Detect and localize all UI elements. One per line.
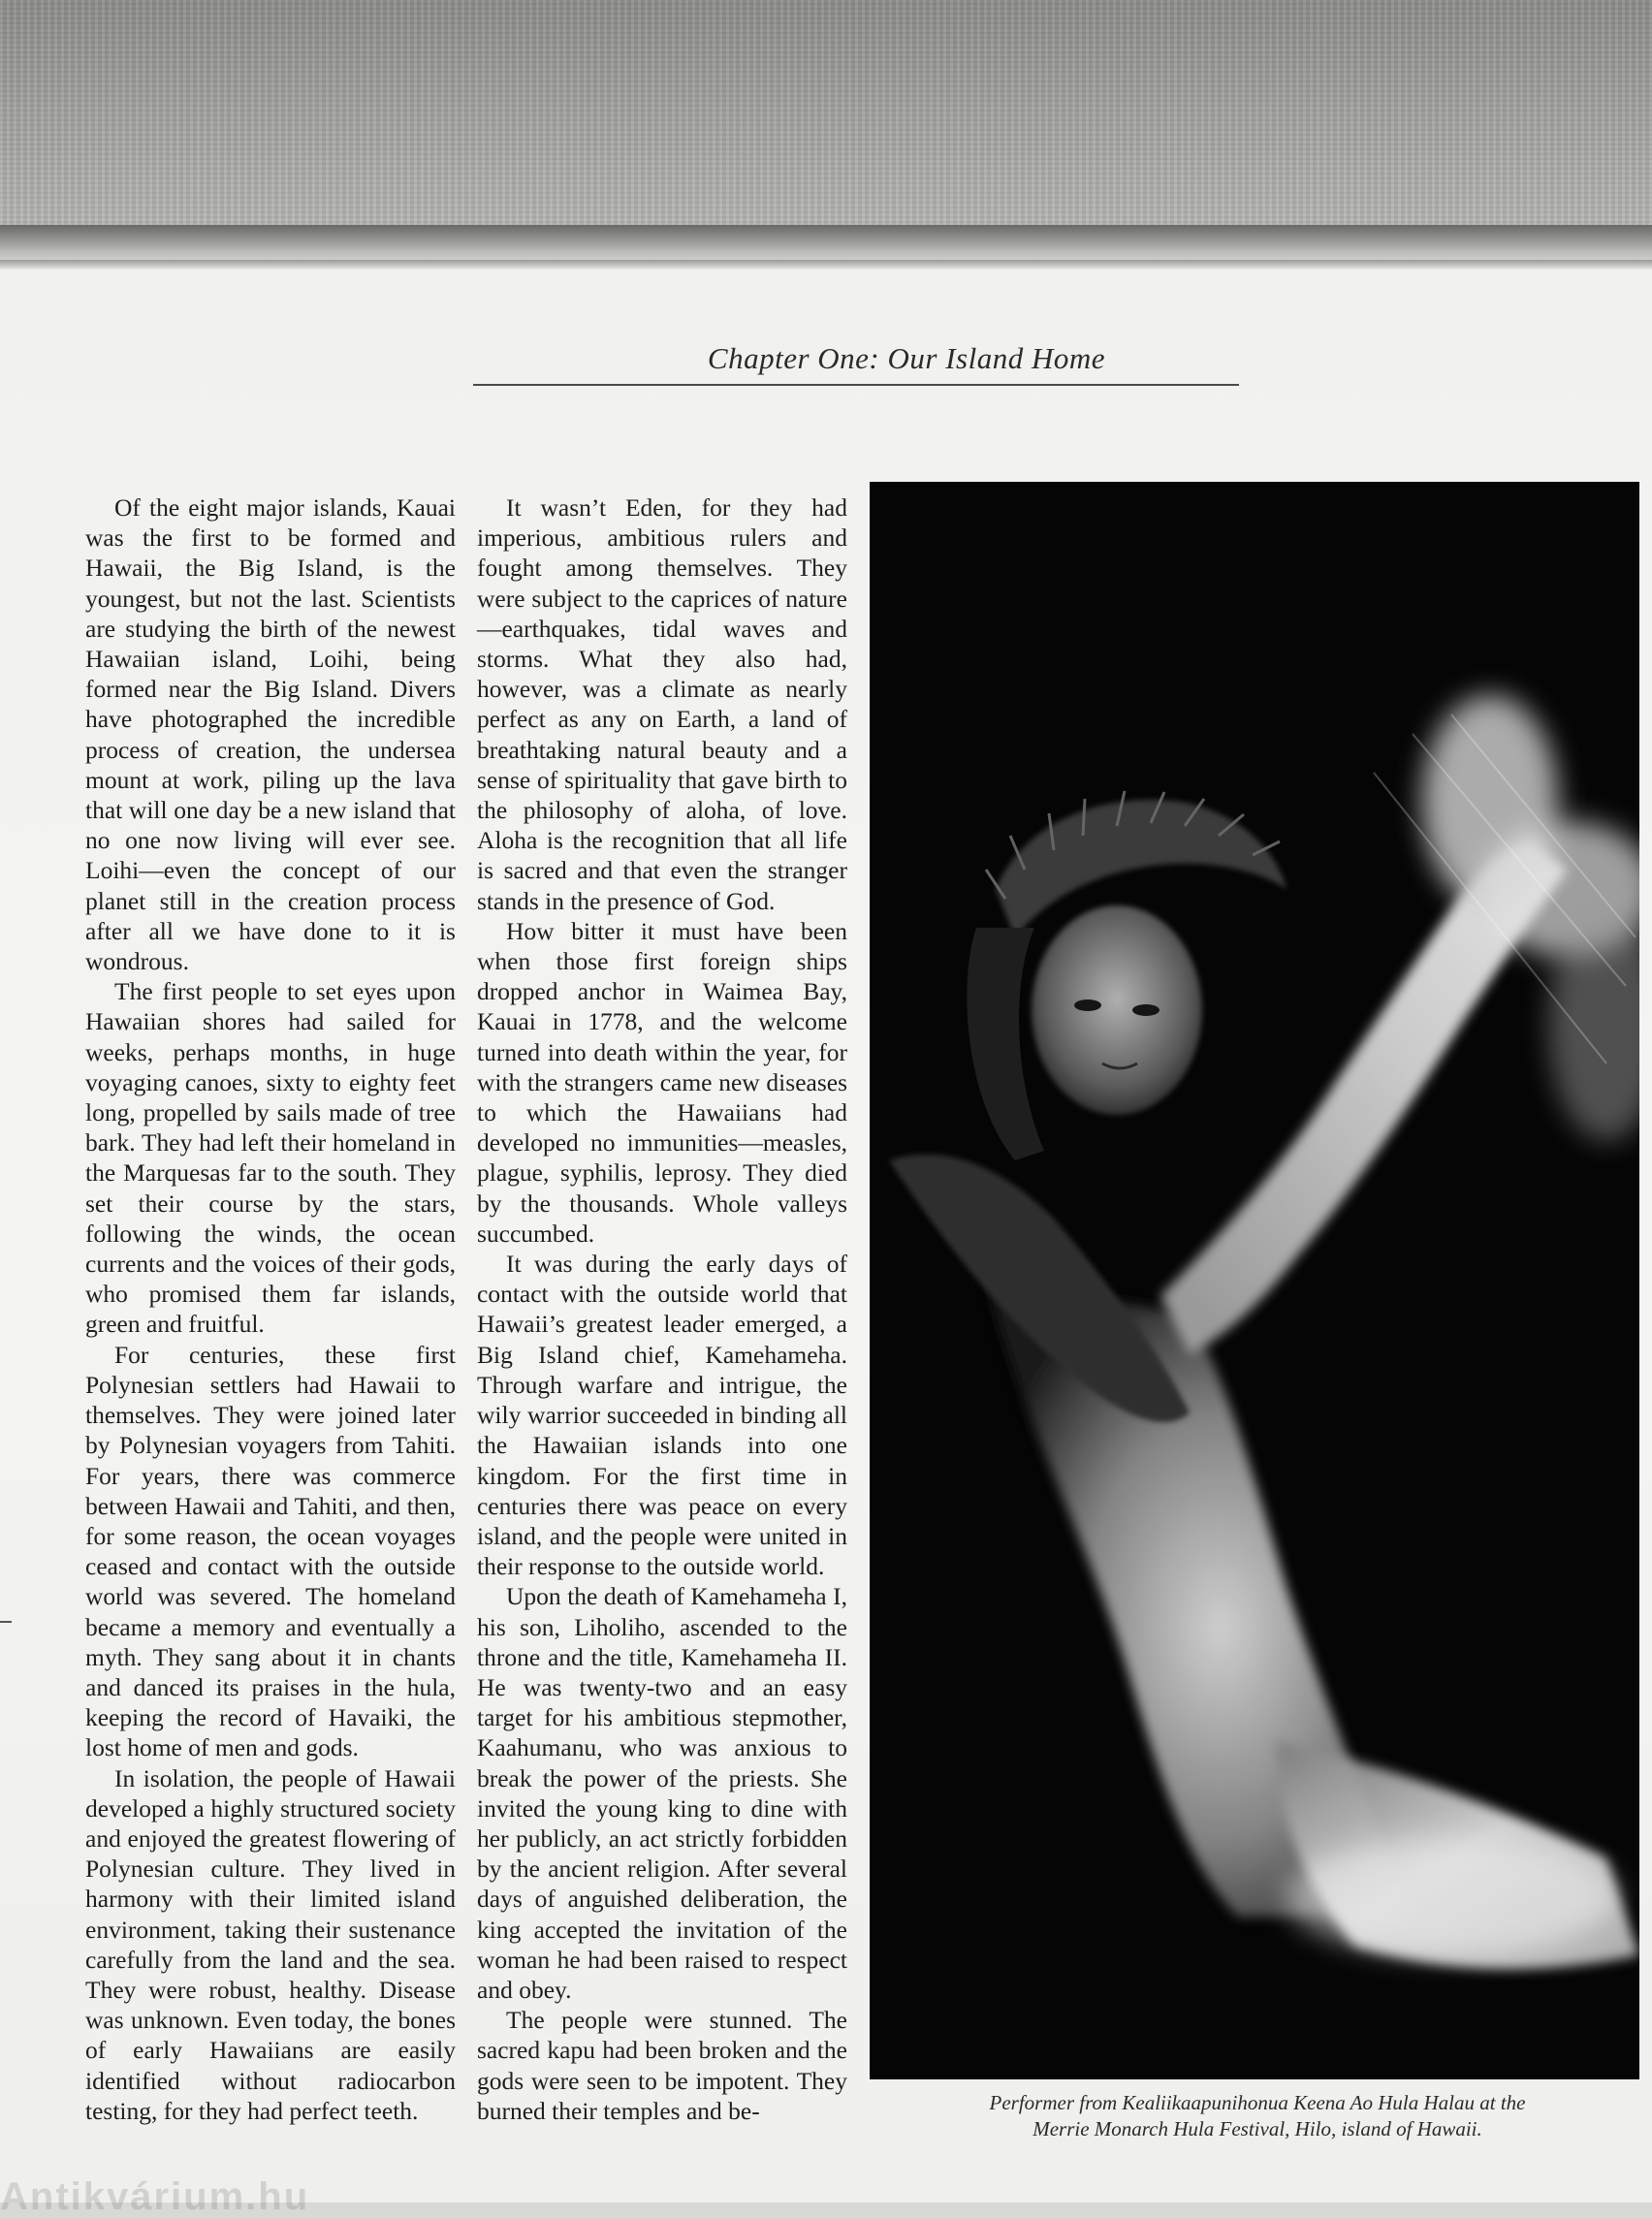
hula-dancer-photo xyxy=(870,482,1639,2079)
caption-line-1: Performer from Kealiikaapunihonua Keena Ao Hula Halau at the xyxy=(989,2091,1526,2114)
margin-tick xyxy=(0,1621,12,1623)
photo-illustration xyxy=(870,482,1639,2079)
running-head xyxy=(473,341,1239,386)
watermark-text: Antikvárium.hu xyxy=(0,2175,310,2218)
text-column-left xyxy=(85,492,456,2126)
paragraph: Of the eight major islands, Kauai was the first to be formed and Hawaii, the Big Island, is the youngest, but not the last. Scientists are studying the birth of the newest Hawaiian island, Loihi, being formed near the Big Island. Divers have photographed the incredible process of creation, the undersea mount at work, piling up the lava that will one day be a new island that no one now living will ever see. Loihi—even the concept of our planet still in the creation process after all we have done to it is wondrous. xyxy=(85,493,456,976)
paragraph: In isolation, the people of Hawaii developed a highly structured society and enjoyed the greatest flowering of Polynesian culture. They lived in harmony with their limited island environment, taking their sustenance carefully from the land and the sea. They were robust, healthy. Disease was unknown. Even today, the bones of early Hawaiians are easily identified without radiocarbon testing, for they had perfect teeth. xyxy=(85,1763,456,2125)
photo-caption xyxy=(870,2090,1645,2142)
page-top-edge xyxy=(0,225,1652,264)
paragraph: The first people to set eyes upon Hawaiian shores had sailed for weeks, perhaps months, in huge voyaging canoes, sixty to eighty feet long, propelled by sails made of tree bark. They had left their homeland in the Marquesas far to the south. They set their course by the stars, following the winds, the ocean currents and the voices of their gods, who promised them far islands, green and fruitful. xyxy=(85,977,456,1339)
paragraph: It wasn’t Eden, for they had imperious, ambitious rulers and fought among themselves. They were subject to the caprices of nature—earthquakes, tidal waves and storms. What they also had, however, was a climate as nearly perfect as any on Earth, a land of breathtaking natural beauty and a sense of spirituality that gave birth to the philosophy of aloha, of love. Aloha is the recognition that all life is sacred and that even the stranger stands in the presence of God. xyxy=(477,493,847,915)
caption-line-2: Merrie Monarch Hula Festival, Hilo, island of Hawaii. xyxy=(1032,2117,1482,2140)
paragraph: For centuries, these first Polynesian settlers had Hawaii to themselves. They were joined later by Polynesian voyagers from Tahiti. For years, there was commerce between Hawaii and Tahiti, and then, for some reason, the ocean voyages ceased and contact with the outside world was severed. The homeland became a memory and eventually a myth. They sang about it in chants and danced its praises in the hula, keeping the record of Havaiki, the lost home of men and gods. xyxy=(85,1340,456,1762)
text-column-middle xyxy=(477,492,847,2126)
running-head-text: Chapter One: Our Island Home xyxy=(707,341,1105,375)
paragraph: Upon the death of Kamehameha I, his son, Liholiho, ascended to the throne and the title, Kamehameha II. He was twenty-two and an easy target for his ambitious stepmother, Kaahumanu, who was anxious to break the power of the priests. She invited the young king to dine with her publicly, an act strictly forbidden by the ancient religion. After several days of anguished deliberation, the king accepted the invitation of the woman he had been raised to respect and obey. xyxy=(477,1582,847,2004)
page-edge-highlight xyxy=(0,260,1652,269)
paragraph: How bitter it must have been when those first foreign ships dropped anchor in Waimea Bay, Kauai in 1778, and the welcome turned into death within the year, for with the strangers came new diseases to which the Hawaiians had developed no immunities—measles, plague, syphilis, leprosy. They died by the thousands. Whole valleys succumbed. xyxy=(477,916,847,1248)
paragraph: It was during the early days of contact with the outside world that Hawaii’s greatest leader emerged, a Big Island chief, Kamehameha. Through warfare and intrigue, the wily warrior succeeded in binding all the Hawaiian islands into one kingdom. For the first time in centuries there was peace on every island, and the people were united in their response to the outside world. xyxy=(477,1250,847,1581)
paragraph: The people were stunned. The sacred kapu had been broken and the gods were seen to be impotent. They burned their temples and be- xyxy=(477,2006,847,2125)
